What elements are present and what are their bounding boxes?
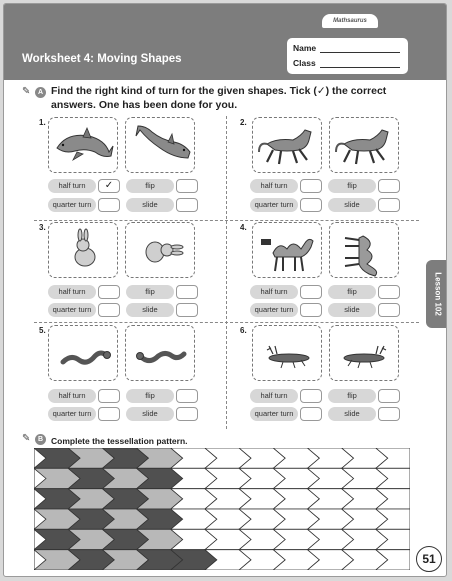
dolphin-icon xyxy=(49,118,119,174)
worm-image-box xyxy=(125,325,195,381)
section-b-badge: B xyxy=(35,434,46,445)
slide-answer-box[interactable] xyxy=(378,198,400,212)
insect-icon xyxy=(253,326,323,382)
option-flip: flip xyxy=(328,389,376,403)
exercise-number: 3. xyxy=(39,223,46,232)
half-turn-answer-box[interactable] xyxy=(98,389,120,403)
camel-image-box xyxy=(329,222,399,278)
option-half-turn: half turn xyxy=(48,285,96,299)
dolphin-image-box xyxy=(48,117,118,173)
exercise-number: 1. xyxy=(39,118,46,127)
name-field[interactable] xyxy=(320,52,400,53)
flip-answer-box[interactable] xyxy=(176,285,198,299)
worm-image-box xyxy=(48,325,118,381)
half-turn-answer-box[interactable] xyxy=(98,285,120,299)
option-quarter-turn: quarter turn xyxy=(250,407,298,421)
lesson-tab xyxy=(426,260,447,328)
name-label: Name xyxy=(293,43,317,53)
insect-icon xyxy=(330,326,400,382)
option-slide: slide xyxy=(126,303,174,317)
dolphin-image-box xyxy=(125,117,195,173)
section-a-instruction: Find the right kind of turn for the given shapes. Tick (✓) the correct answers. One has been done for you. xyxy=(51,85,387,111)
half-turn-answer-box[interactable] xyxy=(300,179,322,193)
option-quarter-turn: quarter turn xyxy=(48,198,96,212)
name-class-box xyxy=(287,38,408,74)
pencil-icon: ✎ xyxy=(22,433,31,444)
quarter-turn-answer-box[interactable] xyxy=(98,198,120,212)
quarter-turn-answer-box[interactable] xyxy=(98,303,120,317)
camel-icon xyxy=(253,223,323,279)
quarter-turn-answer-box[interactable] xyxy=(300,303,322,317)
option-quarter-turn: quarter turn xyxy=(250,303,298,317)
slide-answer-box[interactable] xyxy=(378,303,400,317)
horse-image-box xyxy=(329,117,399,173)
half-turn-answer-box[interactable] xyxy=(300,285,322,299)
option-half-turn: half turn xyxy=(48,179,96,193)
insect-image-box xyxy=(329,325,399,381)
slide-answer-box[interactable] xyxy=(176,303,198,317)
option-flip: flip xyxy=(328,179,376,193)
flip-answer-box[interactable] xyxy=(378,285,400,299)
flip-answer-box[interactable] xyxy=(378,389,400,403)
page-number: 51 xyxy=(416,546,442,572)
horse-image-box xyxy=(252,117,322,173)
slide-answer-box[interactable] xyxy=(176,407,198,421)
option-quarter-turn: quarter turn xyxy=(48,303,96,317)
section-b-instruction: Complete the tessellation pattern. xyxy=(51,436,188,446)
row-divider xyxy=(34,220,419,221)
option-slide: slide xyxy=(328,407,376,421)
option-half-turn: half turn xyxy=(48,389,96,403)
column-divider xyxy=(226,116,227,429)
worksheet-page xyxy=(3,3,447,577)
option-slide: slide xyxy=(126,198,174,212)
rabbit-icon xyxy=(126,223,196,279)
exercise-number: 6. xyxy=(240,326,247,335)
slide-answer-box[interactable] xyxy=(176,198,198,212)
rabbit-image-box xyxy=(48,222,118,278)
half-turn-answer-box[interactable]: ✓ xyxy=(98,179,120,193)
option-half-turn: half turn xyxy=(250,285,298,299)
lesson-tab-label: Lesson 102 xyxy=(433,272,443,316)
slide-answer-box[interactable] xyxy=(378,407,400,421)
camel-image-box xyxy=(252,222,322,278)
pencil-icon: ✎ xyxy=(22,86,31,97)
brand-logo: Mathsaurus xyxy=(322,14,378,28)
quarter-turn-answer-box[interactable] xyxy=(300,407,322,421)
quarter-turn-answer-box[interactable] xyxy=(300,198,322,212)
row-divider xyxy=(34,322,419,323)
flip-answer-box[interactable] xyxy=(176,179,198,193)
option-quarter-turn: quarter turn xyxy=(250,198,298,212)
option-flip: flip xyxy=(126,389,174,403)
rabbit-image-box xyxy=(125,222,195,278)
option-half-turn: half turn xyxy=(250,179,298,193)
half-turn-answer-box[interactable] xyxy=(300,389,322,403)
option-slide: slide xyxy=(328,303,376,317)
exercise-number: 5. xyxy=(39,326,46,335)
option-slide: slide xyxy=(126,407,174,421)
option-flip: flip xyxy=(328,285,376,299)
option-flip: flip xyxy=(126,285,174,299)
section-a-badge: A xyxy=(35,87,46,98)
worm-icon xyxy=(126,326,196,382)
worksheet-header xyxy=(4,4,447,80)
option-half-turn: half turn xyxy=(250,389,298,403)
worksheet-title: Worksheet 4: Moving Shapes xyxy=(22,53,182,65)
class-field[interactable] xyxy=(320,67,400,68)
class-label: Class xyxy=(293,58,316,68)
exercise-number: 2. xyxy=(240,118,247,127)
flip-answer-box[interactable] xyxy=(176,389,198,403)
camel-icon xyxy=(330,223,400,279)
worm-icon xyxy=(49,326,119,382)
exercise-number: 4. xyxy=(240,223,247,232)
dolphin-icon xyxy=(126,118,196,174)
tessellation-grid[interactable] xyxy=(34,448,410,570)
option-quarter-turn: quarter turn xyxy=(48,407,96,421)
horse-icon xyxy=(253,118,323,174)
insect-image-box xyxy=(252,325,322,381)
horse-icon xyxy=(330,118,400,174)
quarter-turn-answer-box[interactable] xyxy=(98,407,120,421)
option-flip: flip xyxy=(126,179,174,193)
rabbit-icon xyxy=(49,223,119,279)
flip-answer-box[interactable] xyxy=(378,179,400,193)
option-slide: slide xyxy=(328,198,376,212)
